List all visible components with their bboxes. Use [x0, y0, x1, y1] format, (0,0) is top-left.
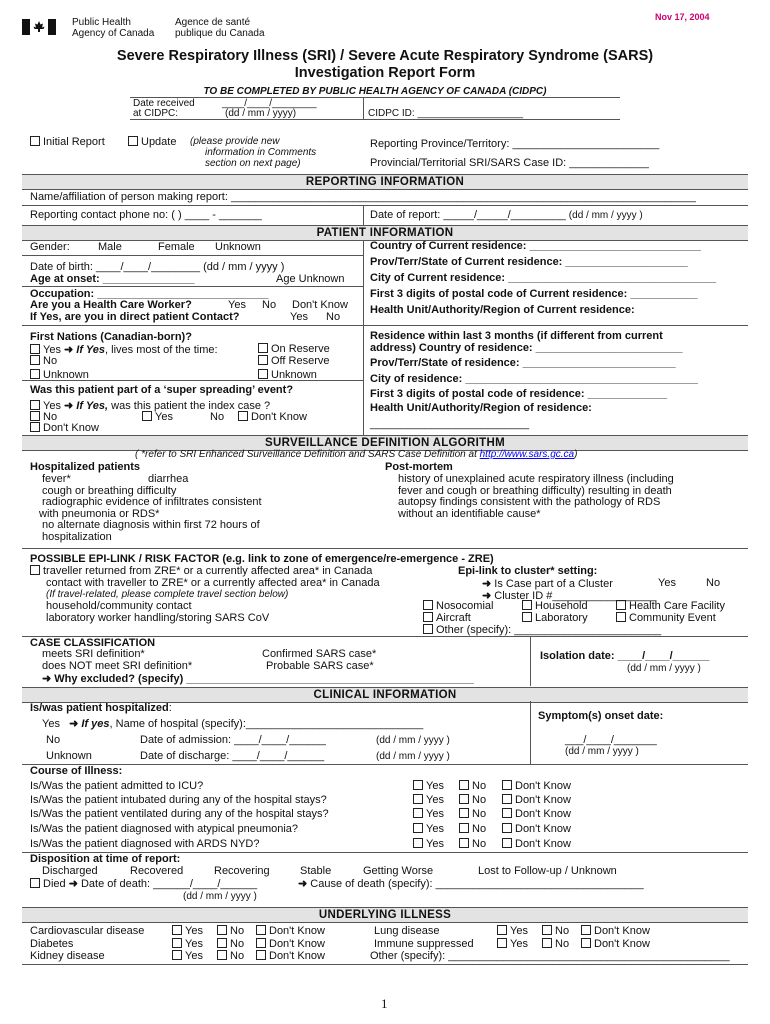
illness-diabetes-no[interactable]: No — [217, 938, 244, 950]
cluster-id-field[interactable]: ➜ Cluster ID #_________________ — [482, 590, 657, 602]
epi-lab-worker[interactable]: laboratory worker handling/storing SARS CoV — [46, 612, 270, 624]
course-question-1-no[interactable]: No — [459, 780, 486, 792]
cluster-question: ➜ Is Case part of a Cluster — [482, 578, 613, 590]
off-reserve-option[interactable]: Off Reserve — [258, 355, 330, 367]
index-case-dont-know[interactable]: Don't Know — [238, 411, 307, 423]
gender-male-option[interactable]: Male — [98, 241, 122, 253]
course-question-4-no[interactable]: No — [459, 823, 486, 835]
org-english-line-1: Public Health — [72, 17, 131, 28]
epi-travel-note: (If travel-related, please complete travel section below) — [46, 589, 289, 600]
post-mortem-criterion-3[interactable]: autopsy findings consistent with the pathology of RDS — [398, 496, 661, 508]
patient-contact-no[interactable]: No — [326, 311, 341, 323]
illness-cardiovascular-dont-know[interactable]: Don't Know — [256, 925, 325, 937]
hospitalized-question: Is/was patient hospitalized: — [30, 702, 172, 714]
super-spreading-no[interactable]: No — [30, 411, 57, 423]
residence-3mo-prov-field[interactable]: Prov/Terr/State of residence: _________________________ — [370, 357, 676, 369]
residence-3mo-health-unit-label: Health Unit/Authority/Region of residence: — [370, 402, 592, 414]
setting-aircraft[interactable]: Aircraft — [423, 612, 471, 624]
course-question-3-yes[interactable]: Yes — [413, 808, 444, 820]
setting-nosocomial[interactable]: Nosocomial — [423, 600, 493, 612]
illness-cardiovascular-no[interactable]: No — [217, 925, 244, 937]
setting-household[interactable]: Household — [522, 600, 588, 612]
update-checkbox[interactable]: Update — [128, 136, 176, 148]
illness-cardiovascular-yes[interactable]: Yes — [172, 925, 203, 937]
hcw-question: Are you a Health Care Worker? — [30, 299, 192, 311]
admission-date-field[interactable]: Date of admission: ____/____/______ — [140, 734, 326, 746]
case-not-sri[interactable]: does NOT meet SRI definition* — [42, 660, 193, 672]
residence-3mo-country-field[interactable]: address) Country of residence: ________________________ — [370, 342, 683, 354]
super-spreading-yes[interactable]: Yes ➜ If Yes, was this patient the index case ? — [30, 399, 270, 412]
org-english-line-2: Agency of Canada — [72, 28, 155, 39]
post-mortem-criterion-4: without an identifiable cause* — [398, 508, 541, 520]
first-nations-yes[interactable]: Yes ➜ If Yes, lives most of the time: — [30, 343, 218, 356]
gender-label: Gender: — [30, 241, 70, 253]
patient-section-header: PATIENT INFORMATION — [22, 225, 748, 241]
setting-laboratory[interactable]: Laboratory — [522, 612, 588, 624]
hcw-no[interactable]: No — [262, 299, 277, 311]
age-unknown-option[interactable]: Age Unknown — [276, 273, 345, 285]
setting-health-care-facility[interactable]: Health Care Facility — [616, 600, 725, 612]
disposition-getting-worse[interactable]: Getting Worse — [363, 865, 434, 877]
death-date-format: (dd / mm / yyyy ) — [183, 891, 257, 902]
illness-cardiovascular-label: Cardiovascular disease — [30, 925, 145, 937]
illness-kidney-label: Kidney disease — [30, 950, 105, 962]
gender-unknown-option[interactable]: Unknown — [215, 241, 261, 253]
criterion-fever[interactable]: fever* — [42, 473, 71, 485]
first-nations-question: First Nations (Canadian-born)? — [30, 331, 192, 343]
update-note-3: section on next page) — [205, 158, 301, 169]
residence-3mo-health-unit-field[interactable]: __________________________ — [370, 418, 530, 430]
epi-contact-traveller[interactable]: contact with traveller to ZRE* or a currently affected area* in Canada — [46, 577, 380, 589]
org-french-line-2: publique du Canada — [175, 28, 265, 39]
cause-of-death-field[interactable]: ➜ Cause of death (specify): __________________________________ — [298, 878, 644, 890]
course-question-5-dont-know[interactable]: Don't Know — [502, 838, 571, 850]
course-question-1: Is/Was the patient admitted to ICU? — [30, 780, 204, 792]
hcw-yes[interactable]: Yes — [228, 299, 246, 311]
course-question-5-no[interactable]: No — [459, 838, 486, 850]
dob-field[interactable]: Date of birth: ____/____/________ (dd / mm / yyyy ) — [30, 261, 285, 273]
illness-immune-suppressed-label: Immune suppressed — [374, 938, 474, 950]
canada-flag-icon — [22, 19, 56, 35]
epi-household-contact[interactable]: household/community contact — [46, 600, 192, 612]
date-received-label-2: at CIDPC: — [133, 108, 179, 119]
clinical-section-header: CLINICAL INFORMATION — [22, 687, 748, 703]
reporter-name-field[interactable]: Name/affiliation of person making report: ____________________________________________________________________________ — [30, 191, 696, 203]
illness-lung-no[interactable]: No — [542, 925, 569, 937]
residence-3mo-line-1: Residence within last 3 months (if different from current — [370, 330, 663, 342]
cluster-yes[interactable]: Yes — [658, 577, 676, 589]
setting-other[interactable]: Other (specify): ________________________ — [423, 624, 661, 636]
post-mortem-heading: Post-mortem — [385, 461, 453, 473]
illness-lung-label: Lung disease — [374, 925, 440, 937]
current-country-field[interactable]: Country of Current residence: ____________________________ — [370, 240, 701, 252]
disposition-heading: Disposition at time of report: — [30, 853, 181, 865]
hospitalized-yes[interactable]: Yes ➜ If yes, Name of hospital (specify):_____________________________ — [42, 718, 424, 730]
case-probable-sars[interactable]: Probable SARS case* — [266, 660, 374, 672]
course-question-4: Is/Was the patient diagnosed with atypical pneumonia? — [30, 823, 299, 835]
occupation-field[interactable]: Occupation: ____________________________ — [30, 288, 269, 300]
disposition-recovering[interactable]: Recovering — [214, 865, 270, 877]
illness-immune-suppressed-yes[interactable]: Yes — [497, 938, 528, 950]
illness-immune-suppressed-dont-know[interactable]: Don't Know — [581, 938, 650, 950]
criterion-pneumonia: with pneumonia or RDS* — [39, 508, 160, 520]
update-note-2: information in Comments — [205, 147, 317, 158]
case-id-field[interactable]: Provincial/Territorial SRI/SARS Case ID: _____________ — [370, 157, 649, 169]
symptom-onset-field[interactable]: ___/____/_______ — [565, 734, 657, 746]
underlying-section-header: UNDERLYING ILLNESS — [22, 907, 748, 923]
reporting-province-field[interactable]: Reporting Province/Territory: ________________________ — [370, 138, 660, 150]
residence-3mo-city-field[interactable]: City of residence: ______________________________________ — [370, 373, 698, 385]
criterion-radiographic[interactable]: radiographic evidence of infiltrates consistent — [42, 496, 262, 508]
case-classification-heading: CASE CLASSIFICATION — [30, 637, 156, 649]
reporting-section-header: REPORTING INFORMATION — [22, 174, 748, 190]
symptom-onset-format: (dd / mm / yyyy ) — [565, 746, 639, 757]
reserve-unknown-option[interactable]: Unknown — [258, 369, 317, 381]
epi-traveller-checkbox[interactable]: traveller returned from ZRE* or a currently affected area* in Canada — [30, 565, 372, 577]
residence-3mo-postal-field[interactable]: First 3 digits of postal code of residence: _____________ — [370, 388, 668, 400]
course-question-1-dont-know[interactable]: Don't Know — [502, 780, 571, 792]
course-of-illness-heading: Course of Illness: — [30, 765, 123, 777]
current-city-field[interactable]: City of Current residence: __________________________________ — [370, 272, 717, 284]
isolation-date-format: (dd / mm / yyyy ) — [627, 663, 701, 674]
cluster-heading: Epi-link to cluster* setting: — [458, 565, 598, 577]
illness-kidney-no[interactable]: No — [217, 950, 244, 962]
illness-kidney-yes[interactable]: Yes — [172, 950, 203, 962]
current-postal-field[interactable]: First 3 digits of postal code of Current residence: ___________ — [370, 288, 698, 300]
course-question-4-yes[interactable]: Yes — [413, 823, 444, 835]
course-question-3: Is/Was the patient ventilated during any of the hospital stays? — [30, 808, 329, 820]
setting-community-event[interactable]: Community Event — [616, 612, 716, 624]
disposition-discharged[interactable]: Discharged — [42, 865, 98, 877]
super-spreading-dont-know[interactable]: Don't Know — [30, 422, 99, 434]
first-nations-no[interactable]: No — [30, 355, 57, 367]
on-reserve-option[interactable]: On Reserve — [258, 343, 330, 355]
index-case-no[interactable]: No — [210, 411, 225, 423]
symptom-onset-label: Symptom(s) onset date: — [538, 710, 664, 722]
post-mortem-criterion-2: fever and cough or breathing difficulty) resulting in death — [398, 485, 672, 497]
post-mortem-criterion-1[interactable]: history of unexplained acute respiratory illness (including — [398, 473, 674, 485]
illness-lung-yes[interactable]: Yes — [497, 925, 528, 937]
discharge-date-field[interactable]: Date of discharge: ____/____/______ — [140, 750, 325, 762]
first-nations-unknown[interactable]: Unknown — [30, 369, 89, 381]
date-received-label-1: Date received — [133, 98, 195, 109]
hcw-dont-know[interactable]: Don't Know — [292, 299, 348, 311]
course-question-5: Is/Was the patient diagnosed with ARDS NYD? — [30, 838, 260, 850]
report-date-field[interactable]: Date of report: _____/_____/_________ (dd / mm / yyyy ) — [370, 209, 643, 221]
illness-diabetes-label: Diabetes — [30, 938, 74, 950]
criterion-no-alternate-2: hospitalization — [42, 531, 112, 543]
course-question-1-yes[interactable]: Yes — [413, 780, 444, 792]
discharge-date-format: (dd / mm / yyyy ) — [376, 751, 450, 762]
illness-lung-dont-know[interactable]: Don't Know — [581, 925, 650, 937]
hospitalized-unknown[interactable]: Unknown — [46, 750, 92, 762]
super-spreading-question: Was this patient part of a ‘super spreading’ event? — [30, 384, 294, 396]
disposition-died[interactable]: Died ➜ Date of death: ______/____/______ — [30, 877, 257, 890]
admission-date-format: (dd / mm / yyyy ) — [376, 735, 450, 746]
why-excluded-field[interactable]: ➜ Why excluded? (specify) _______________________________________________ — [42, 673, 474, 685]
org-french-line-1: Agence de santé — [175, 17, 251, 28]
disposition-stable[interactable]: Stable — [300, 865, 332, 877]
hospitalized-no[interactable]: No — [46, 734, 61, 746]
page-number: 1 — [381, 996, 388, 1011]
current-health-unit-field[interactable]: Health Unit/Authority/Region of Current residence: — [370, 304, 635, 316]
current-prov-field[interactable]: Prov/Terr/State of Current residence: ____________________ — [370, 256, 688, 268]
cidpc-id[interactable]: CIDPC ID: ___________________ — [368, 108, 524, 119]
age-at-onset-field[interactable]: Age at onset: _______________ — [30, 273, 195, 285]
course-question-4-dont-know[interactable]: Don't Know — [502, 823, 571, 835]
index-case-yes[interactable]: Yes — [142, 411, 173, 423]
cidpc-note: TO BE COMPLETED BY PUBLIC HEALTH AGENCY OF CANADA (CIDPC) — [203, 86, 547, 97]
course-question-5-yes[interactable]: Yes — [413, 838, 444, 850]
gender-female-option[interactable]: Female — [158, 241, 195, 253]
isolation-date-field[interactable]: Isolation date: ____/____/______ — [540, 650, 710, 662]
disposition-lost[interactable]: Lost to Follow-up / Unknown — [478, 865, 617, 877]
date-stamp: Nov 17, 2004 — [655, 12, 710, 22]
criterion-diarrhea[interactable]: diarrhea — [148, 473, 189, 485]
course-question-2-no[interactable]: No — [459, 794, 486, 806]
sars-link[interactable]: http://www.sars.gc.ca — [479, 449, 575, 460]
illness-immune-suppressed-no[interactable]: No — [542, 938, 569, 950]
surveillance-note: ( *refer to SRI Enhanced Surveillance Definition and SARS Case Definition at http://www.sars.gc.ca) — [135, 449, 578, 460]
cluster-no[interactable]: No — [706, 577, 721, 589]
form-title-line-2: Investigation Report Form — [294, 65, 476, 81]
course-question-3-no[interactable]: No — [459, 808, 486, 820]
underlying-other-field[interactable]: Other (specify): ______________________________________________ — [370, 950, 730, 962]
epi-link-heading: POSSIBLE EPI-LINK / RISK FACTOR (e.g. link to zone of emergence/re-emergence - ZRE) — [30, 553, 494, 565]
course-question-2-dont-know[interactable]: Don't Know — [502, 794, 571, 806]
criterion-no-alternate[interactable]: no alternate diagnosis within first 72 hours of — [42, 519, 260, 531]
course-question-2: Is/Was the patient intubated during any of the hospital stays? — [30, 794, 327, 806]
course-question-3-dont-know[interactable]: Don't Know — [502, 808, 571, 820]
update-note-1: (please provide new — [190, 136, 280, 147]
illness-diabetes-dont-know[interactable]: Don't Know — [256, 938, 325, 950]
hospitalized-patients-heading: Hospitalized patients — [30, 461, 141, 473]
reporter-phone-field[interactable]: Reporting contact phone no: ( ) ____ - _______ — [30, 209, 262, 221]
illness-kidney-dont-know[interactable]: Don't Know — [256, 950, 325, 962]
patient-contact-yes[interactable]: Yes — [290, 311, 308, 323]
case-meets-sri[interactable]: meets SRI definition* — [42, 648, 145, 660]
illness-diabetes-yes[interactable]: Yes — [172, 938, 203, 950]
case-confirmed-sars[interactable]: Confirmed SARS case* — [262, 648, 377, 660]
course-question-2-yes[interactable]: Yes — [413, 794, 444, 806]
date-received-blank[interactable]: ____/____/________ — [222, 98, 317, 109]
criterion-cough[interactable]: cough or breathing difficulty — [42, 485, 177, 497]
form-title-line-1: Severe Respiratory Illness (SRI) / Severe Acute Respiratory Syndrome (SARS) — [116, 48, 654, 64]
initial-report-checkbox[interactable]: Initial Report — [30, 136, 105, 148]
patient-contact-question: If Yes, are you in direct patient Contact? — [30, 311, 240, 323]
disposition-recovered[interactable]: Recovered — [130, 865, 184, 877]
date-received-format: (dd / mm / yyyy) — [225, 108, 297, 119]
surveillance-section-header: SURVEILLANCE DEFINITION ALGORITHM — [22, 435, 748, 451]
